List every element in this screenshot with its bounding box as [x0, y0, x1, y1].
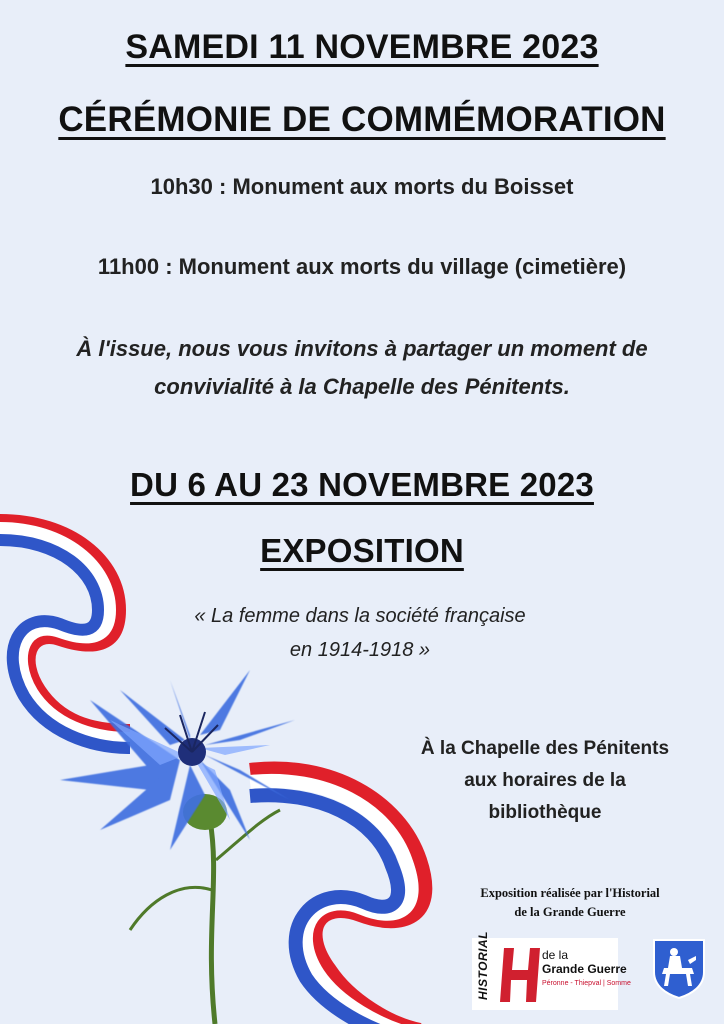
exhibition-dates: DU 6 AU 23 NOVEMBRE 2023	[130, 466, 594, 503]
schedule-item: 10h30 : Monument aux morts du Boisset	[150, 174, 574, 199]
exhibition-place: aux horaires de la	[464, 770, 626, 791]
logo-line: de la	[542, 948, 569, 962]
event-date: SAMEDI 11 NOVEMBRE 2023	[125, 28, 599, 66]
logo-vertical-word: HISTORIAL	[476, 931, 490, 1000]
tricolor-ribbon-icon	[0, 520, 425, 1024]
exhibition-place: bibliothèque	[488, 802, 602, 823]
invitation-text: convivialité à la Chapelle des Pénitents.	[154, 374, 570, 399]
cornflower-icon	[60, 670, 295, 1024]
exhibition-quote: en 1914-1918 »	[289, 639, 431, 661]
exhibition-title: EXPOSITION	[260, 532, 464, 569]
exhibition-quote: « La femme dans la société française	[194, 605, 526, 627]
logo-line: Grande Guerre	[542, 962, 627, 976]
exhibition-credit: Exposition réalisée par l'Historial	[480, 886, 660, 900]
invitation-text: À l'issue, nous vous invitons à partager un moment de	[76, 336, 648, 361]
event-title: CÉRÉMONIE DE COMMÉMORATION	[58, 100, 666, 139]
historial-logo-icon	[472, 931, 631, 1010]
historial-h-mark-icon	[500, 946, 540, 1004]
logo-line: Péronne - Thiepval | Somme	[542, 980, 631, 987]
exhibition-place: À la Chapelle des Pénitents	[420, 738, 670, 759]
schedule-item: 11h00 : Monument aux morts du village (cimetière)	[97, 254, 627, 279]
coat-of-arms-icon	[652, 938, 706, 1000]
exhibition-credit: de la Grande Guerre	[514, 905, 626, 919]
